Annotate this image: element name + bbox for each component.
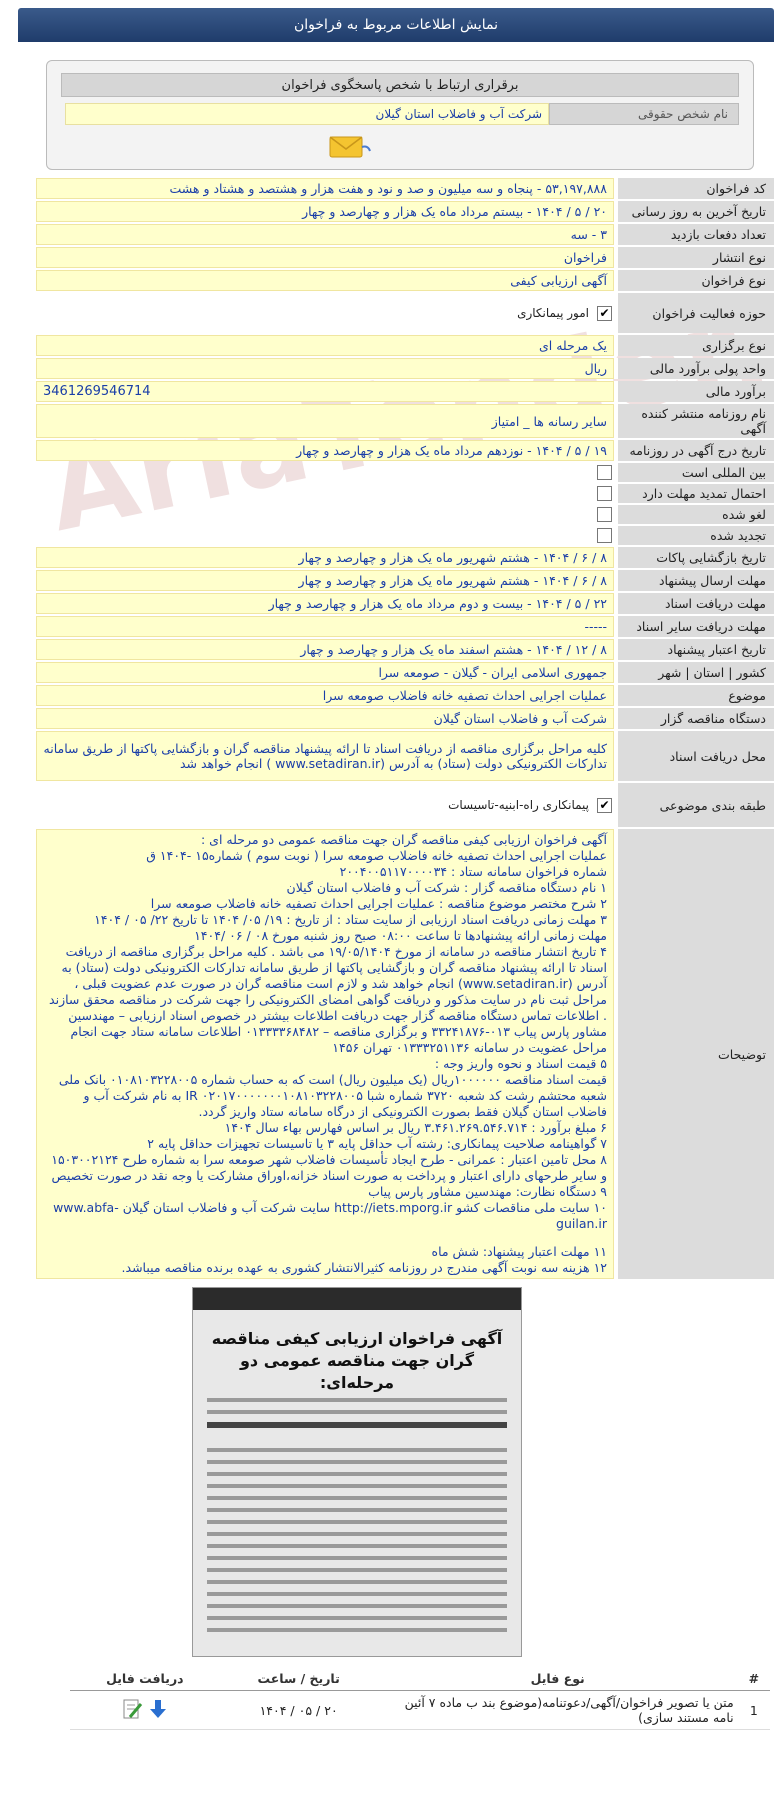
desc-line: ۱۱ مهلت اعتبار پیشنهاد: شش ماه (431, 1244, 607, 1259)
envelope-icon[interactable] (328, 133, 372, 161)
row-description: توضیحات آگهی فراخوان ارزیابی کیفی مناقصه گران جهت مناقصه عمومی دو مرحله ای : عملیات اجرایی احداث تصفیه خانه فاضلاب صومعه سرا ( نوبت سوم ) شماره۱۵ -۱۴۰۴ ق شماره فراخوان سامانه ستاد : ۲۰۰۴۰۰۵۱۱۷۰۰۰۰۳۴ ۱ نام دستگاه مناقصه گزار : شرکت آب و فاضلاب استان گیلان ۲ شرح مختصر موضوع مناقصه : عملیات اجرایی احداث تصفیه خانه فاضلاب صومعه سرا ۳ مهلت زمانی دریافت اسناد ارزیابی از سایت ستاد : از تاریخ : ۱۹/ ۰۵/ ۱۴۰۴ تا تاریخ ۲۲/ ۰۵ / ۱۴۰۴ مهلت زمانی ارائه پیشنهادها تا ساعت ۰۸:۰۰ صبح روز شنبه مورخ ۰۸ / ۰۶ /۱۴۰۴ ۴ تاریخ انتشار مناقصه در سامانه از مورخ ۱۹/۰۵/۱۴۰۴ می باشد . کلیه مراحل برگزاری مناقصه از دریافت اسناد تا ارائه پیشنهاد مناقصه گران و بازگشایی پاکتها از طریق سامانه تدارکات الکترونیکی دولت (ستاد) به آدرس (www.setadiran.ir) انجام خواهد شد و لازم است مناقصه گران در صورت عدم عضویت قبلی ، مراحل ثبت نام در سایت مذکور و دریافت گواهی امضای الکترونیکی را جهت شرکت در مناقصه محقق سازند . اطلاعات تماس دستگاه مناقصه گزار جهت دریافت اطلاعات بیشتر در خصوص اسناد ارزیابی – مهندسین مشاور پارس پیاب ۰۱۳-۳۳۲۴۱۸۷۶ و برگزاری مناقصه – ۰۱۳۳۳۳۶۸۴۸۲ اطلاعات سامانه ستاد جهت انجام مراحل عضویت در سامانه ۰۱۳۳۳۲۵۱۱۳۶ تهران ۱۴۵۶ ۵ قیمت اسناد و نحوه واریز وجه : قیمت اسناد مناقصه ۱۰۰۰۰۰۰ریال (یک میلیون ریال) است که به حساب شماره ۰۱۰۸۱۰۳۲۲۸۰۰۵ بانک ملی شعبه محتشم رشت کد شعبه ۳۷۲۰ شماره شبا IR ۰۲۰۱۷۰۰۰۰۰۰۰۱۰۸۱۰۳۲۲۸۰۰۵ به نام شرکت آب و فاضلاب استان گیلان فقط بصورت الکترونیکی از درگاه سامانه ستاد واریز گردد. ۶ مبلغ برآورد : ۳.۴۶۱.۲۶۹.۵۴۶.۷۱۴ ریال بر اساس فهارس بهاء سال ۱۴۰۴ ۷ گواهینامه صلاحیت پیمانکاری: رشته آب حداقل پایه ۳ یا تاسیسات تجهیزات حداقل پایه ۲ ۸ محل تامین اعتبار : عمرانی - طرح ایجاد تأسیسات فاضلاب شهر صومعه سرا به شماره طرح ۱۵۰۳۰۰۲۱۲۴ و سایر طرحهای دارای اعتبار و پرداخت به صورت اسناد خزانه،اوراق مشارکت یا وجه نقد در صورت تخصیص ۹ دستگاه نظارت: مهندسین مشاور پارس پیاب ۱۰ سایت ملی مناقصات کشو http://iets.mporg.ir سایت شرکت آب و فاضلاب استان گیلان www.abfa-guilan.ir ۱۱ مهلت اعتبار پیشنهاد: شش ماه ۱۲ هزینه سه نوبت آگهی مندرج در روزنامه کثیرالانتشار کشوری به عهده برنده مناقصه میباشد. (36, 829, 774, 1279)
row-category: طبقه بندی موضوعی ✔پیمانکاری راه-ابنیه-تاسیسات (36, 783, 774, 827)
desc-line: ۵ قیمت اسناد و نحوه واریز وجه : (434, 1056, 607, 1071)
row-holding: نوع برگزاری یک مرحله ای (36, 335, 774, 356)
scan-text-line (207, 1628, 507, 1632)
row-publish-type: نوع انتشار فراخوان (36, 247, 774, 268)
row-call-type: نوع فراخوان آگهی ارزیابی کیفی (36, 270, 774, 291)
row-code: کد فراخوان ۵۳,۱۹۷,۸۸۸ - پنجاه و سه میلیون و صد و نود و هفت هزار و هشتصد و هشتاد و هشت (36, 178, 774, 199)
location-value: جمهوری اسلامی ایران - گیلان - صومعه سرا (36, 662, 614, 683)
row-opening: تاریخ بازگشایی پاکات ۸ / ۶ / ۱۴۰۴ - هشتم شهریور ماه یک هزار و چهارصد و چهار (36, 547, 774, 568)
description-box (36, 829, 614, 1279)
file-table-header (70, 1667, 770, 1691)
desc-line: ۴ تاریخ انتشار مناقصه در سامانه از مورخ ۱۹/۰۵/۱۴۰۴ می باشد . کلیه مراحل برگزاری مناقصه از دریافت اسناد تا ارائه پیشنهاد مناقصه گران و بازگشایی پاکتها از طریق سامانه تدارکات الکترونیکی دولت (ستاد) به آدرس (www.setadiran.ir) انجام خواهد شد و لازم است مناقصه گران در صورت عدم عضویت قبلی ، مراحل ثبت نام در سایت مذکور و دریافت گواهی امضای الکترونیکی را جهت شرکت در مناقصه محقق سازند . اطلاعات تماس دستگاه مناقصه گزار جهت دریافت اطلاعات بیشتر در خصوص اسناد ارزیابی – مهندسین مشاور پارس پیاب ۰۱۳-۳۳۲۴۱۸۷۶ و برگزاری مناقصه – ۰۱۳۳۳۳۶۸۴۸۲ اطلاعات سامانه ستاد جهت انجام مراحل عضویت در سامانه ۰۱۳۳۳۲۵۱۱۳۶ تهران ۱۴۵۶ (49, 944, 607, 1055)
category-value: پیمانکاری راه-ابنیه-تاسیسات (448, 797, 589, 812)
scan-title: آگهی فراخوان ارزیابی کیفی مناقصه گران جهت مناقصه عمومی دو مرحله‌ای: (211, 1329, 503, 1392)
scan-text-line (207, 1568, 507, 1572)
file-table (70, 1667, 770, 1730)
scan-text-line (207, 1556, 507, 1560)
category-checkbox[interactable]: ✔ (597, 798, 612, 813)
organizer-value: شرکت آب و فاضلاب استان گیلان (36, 708, 614, 729)
activity-checkbox[interactable]: ✔ (597, 306, 612, 321)
row-international: بین المللی است (36, 463, 774, 482)
extension-checkbox[interactable] (597, 486, 612, 501)
scan-text-line (207, 1532, 507, 1536)
desc-line: ۱ نام دستگاه مناقصه گزار : شرکت آب و فاضلاب استان گیلان (286, 880, 607, 895)
row-doc-place: محل دریافت اسناد کلیه مراحل برگزاری مناقصه از دریافت اسناد تا ارائه پیشنهاد مناقصه گران و بازگشایی پاکتها از طریق سامانه تدارکات الکترونیکی دولت (ستاد) به آدرس (www.setadiran.ir ) انجام خواهد شد (36, 731, 774, 781)
file-index: 1 (738, 1691, 770, 1730)
row-subject: موضوع عملیات اجرایی احداث تصفیه خانه فاضلاب صومعه سرا (36, 685, 774, 706)
page-title: نمایش اطلاعات مربوط به فراخوان (18, 8, 774, 42)
edit-document-icon[interactable] (121, 1698, 143, 1723)
row-newspaper: نام روزنامه منتشر کننده آگهی سایر رسانه ها _ امتیاز (36, 404, 774, 438)
desc-line: مهلت زمانی ارائه پیشنهادها تا ساعت ۰۸:۰۰ صبح روز شنبه مورخ ۰۸ / ۰۶ /۱۴۰۴ (194, 928, 607, 943)
validity-value: ۸ / ۱۲ / ۱۴۰۴ - هشتم اسفند ماه یک هزار و چهارصد و چهار (36, 639, 614, 660)
contact-value: شرکت آب و فاضلاب استان گیلان (65, 103, 549, 125)
desc-line: ۲ شرح مختصر موضوع مناقصه : عملیات اجرایی احداث تصفیه خانه فاضلاب صومعه سرا (150, 896, 607, 911)
row-activity: حوزه فعالیت فراخوان ✔امور پیمانکاری (36, 293, 774, 333)
table-row (70, 1691, 770, 1730)
desc-line: ۸ محل تامین اعتبار : عمرانی - طرح ایجاد تأسیسات فاضلاب شهر صومعه سرا به شماره طرح ۱۵۰۳۰۰۲۱۲۴ و سایر طرحهای دارای اعتبار و پرداخت به صورت اسناد خزانه،اوراق مشارکت یا وجه نقد در صورت تخصیص (51, 1152, 607, 1183)
file-date: ۲۰ / ۰۵ / ۱۴۰۴ (220, 1691, 378, 1730)
scan-text-line (207, 1592, 507, 1596)
scan-text-line (207, 1544, 507, 1548)
send-deadline-value: ۸ / ۶ / ۱۴۰۴ - هشتم شهریور ماه یک هزار و چهارصد و چهار (36, 570, 614, 591)
desc-line: قیمت اسناد مناقصه ۱۰۰۰۰۰۰ریال (یک میلیون ریال) است که به حساب شماره ۰۱۰۸۱۰۳۲۲۸۰۰۵ بانک ملی شعبه محتشم رشت کد شعبه ۳۷۲۰ شماره شبا IR ۰۲۰۱۷۰۰۰۰۰۰۰۱۰۸۱۰۳۲۲۸۰۰۵ به نام شرکت آب و فاضلاب استان گیلان فقط بصورت الکترونیکی از درگاه سامانه ستاد واریز گردد. (58, 1072, 607, 1119)
cancelled-checkbox[interactable] (597, 507, 612, 522)
contact-box (46, 60, 754, 170)
last-update-value: ۲۰ / ۵ / ۱۴۰۴ - بیستم مرداد ماه یک هزار و چهارصد و چهار (36, 201, 614, 222)
holding-value: یک مرحله ای (36, 335, 614, 356)
desc-line: ۱۲ هزینه سه نوبت آگهی مندرج در روزنامه کثیرالانتشار کشوری به عهده برنده مناقصه میباشد. (121, 1260, 607, 1275)
newspaper-scan-image[interactable] (192, 1287, 522, 1657)
renewed-checkbox[interactable] (597, 528, 612, 543)
row-location: کشور | استان | شهر جمهوری اسلامی ایران - گیلان - صومعه سرا (36, 662, 774, 683)
scan-text-line (207, 1448, 507, 1452)
scan-header-band (193, 1288, 521, 1310)
desc-line: ۹ دستگاه نظارت: مهندسین مشاور پارس پیاب (368, 1184, 607, 1199)
newspaper-date-value: ۱۹ / ۵ / ۱۴۰۴ - نوزدهم مرداد ماه یک هزار و چهارصد و چهار (36, 440, 614, 461)
doc-place-value: کلیه مراحل برگزاری مناقصه از دریافت اسناد تا ارائه پیشنهاد مناقصه گران و بازگشایی پاکتها از طریق سامانه تدارکات الکترونیکی دولت (ستاد) به آدرس (www.setadiran.ir ) انجام خواهد شد (36, 731, 614, 781)
scan-text-line (207, 1604, 507, 1608)
row-estimate: برآورد مالی 3461269546714 (36, 381, 774, 402)
scan-text-line (207, 1410, 507, 1414)
row-receive-other: مهلت دریافت سایر اسناد ----- (36, 616, 774, 637)
scan-text-line (207, 1496, 507, 1500)
contact-label: نام شخص حقوقی (549, 103, 739, 125)
scan-text-line (207, 1616, 507, 1620)
row-extension: احتمال تمدید مهلت دارد (36, 484, 774, 503)
desc-line: ۱۰ سایت ملی مناقصات کشو http://iets.mporg.ir سایت شرکت آب و فاضلاب استان گیلان www.abfa-guilan.ir (53, 1200, 607, 1231)
subject-value: عملیات اجرایی احداث تصفیه خانه فاضلاب صومعه سرا (36, 685, 614, 706)
row-visits: تعداد دفعات بازدید ۳ - سه (36, 224, 774, 245)
receive-docs-value: ۲۲ / ۵ / ۱۴۰۴ - بیست و دوم مرداد ماه یک هزار و چهارصد و چهار (36, 593, 614, 614)
row-currency: واحد پولی برآورد مالی ریال (36, 358, 774, 379)
scan-text-line (207, 1460, 507, 1464)
newspaper-value: سایر رسانه ها _ امتیاز (36, 404, 614, 438)
row-organizer: دستگاه مناقصه گزار شرکت آب و فاضلاب استان گیلان (36, 708, 774, 729)
row-newspaper-date: تاریخ درج آگهی در روزنامه ۱۹ / ۵ / ۱۴۰۴ - نوزدهم مرداد ماه یک هزار و چهارصد و چهار (36, 440, 774, 461)
desc-line: ۶ مبلغ برآورد : ۳.۴۶۱.۲۶۹.۵۴۶.۷۱۴ ریال بر اساس فهارس بهاء سال ۱۴۰۴ (224, 1120, 607, 1135)
row-send-deadline: مهلت ارسال پیشنهاد ۸ / ۶ / ۱۴۰۴ - هشتم شهریور ماه یک هزار و چهارصد و چهار (36, 570, 774, 591)
info-table (36, 176, 774, 1281)
desc-line (43, 1232, 607, 1244)
row-renewed: تجدید شده (36, 526, 774, 545)
scan-text-line (207, 1472, 507, 1476)
scan-text-line (207, 1520, 507, 1524)
publish-type-value: فراخوان (36, 247, 614, 268)
receive-other-value: ----- (36, 616, 614, 637)
scan-text-line (207, 1484, 507, 1488)
currency-value: ریال (36, 358, 614, 379)
row-last-update: تاریخ آخرین به روز رسانی ۲۰ / ۵ / ۱۴۰۴ - بیستم مرداد ماه یک هزار و چهارصد و چهار (36, 201, 774, 222)
scan-text-line (207, 1422, 507, 1428)
col-download: دریافت فایل (70, 1667, 220, 1691)
estimate-value: 3461269546714 (43, 384, 151, 399)
activity-value: امور پیمانکاری (517, 305, 589, 320)
row-receive-docs: مهلت دریافت اسناد ۲۲ / ۵ / ۱۴۰۴ - بیست و دوم مرداد ماه یک هزار و چهارصد و چهار (36, 593, 774, 614)
scan-text-line (207, 1398, 507, 1402)
row-cancelled: لغو شده (36, 505, 774, 524)
row-validity: تاریخ اعتبار پیشنهاد ۸ / ۱۲ / ۱۴۰۴ - هشتم اسفند ماه یک هزار و چهارصد و چهار (36, 639, 774, 660)
desc-line: عملیات اجرایی احداث تصفیه خانه فاضلاب صومعه سرا ( نوبت سوم ) شماره۱۵ -۱۴۰۴ ق (146, 848, 607, 863)
visits-value: ۳ - سه (36, 224, 614, 245)
contact-heading: برقراری ارتباط با شخص پاسخگوی فراخوان (61, 73, 739, 97)
desc-line: ۷ گواهینامه صلاحیت پیمانکاری: رشته آب حداقل پایه ۳ یا تاسیسات تجهیزات حداقل پایه ۲ (147, 1136, 607, 1151)
col-date: تاریخ / ساعت (220, 1667, 378, 1691)
international-checkbox[interactable] (597, 465, 612, 480)
desc-line: ۳ مهلت زمانی دریافت اسناد ارزیابی از سایت ستاد : از تاریخ : ۱۹/ ۰۵/ ۱۴۰۴ تا تاریخ ۲۲/ ۰۵ / ۱۴۰۴ (94, 912, 607, 927)
download-icon[interactable] (147, 1698, 169, 1723)
col-index: # (738, 1667, 770, 1691)
opening-value: ۸ / ۶ / ۱۴۰۴ - هشتم شهریور ماه یک هزار و چهارصد و چهار (36, 547, 614, 568)
main-panel (18, 8, 774, 1730)
contact-row (61, 103, 739, 125)
code-value: ۵۳,۱۹۷,۸۸۸ - پنجاه و سه میلیون و صد و نود و هفت هزار و هشتصد و هشتاد و هشت (36, 178, 614, 199)
desc-line: آگهی فراخوان ارزیابی کیفی مناقصه گران جهت مناقصه عمومی دو مرحله ای : (201, 832, 607, 847)
desc-line: شماره فراخوان سامانه ستاد : ۲۰۰۴۰۰۵۱۱۷۰۰۰۰۳۴ (339, 864, 607, 879)
file-type: متن یا تصویر فراخوان/آگهی/دعوتنامه(موضوع بند ب ماده ۷ آئین نامه مستند سازی) (378, 1691, 738, 1730)
col-type: نوع فایل (378, 1667, 738, 1691)
scan-text-line (207, 1508, 507, 1512)
call-type-value: آگهی ارزیابی کیفی (36, 270, 614, 291)
scan-text-line (207, 1580, 507, 1584)
